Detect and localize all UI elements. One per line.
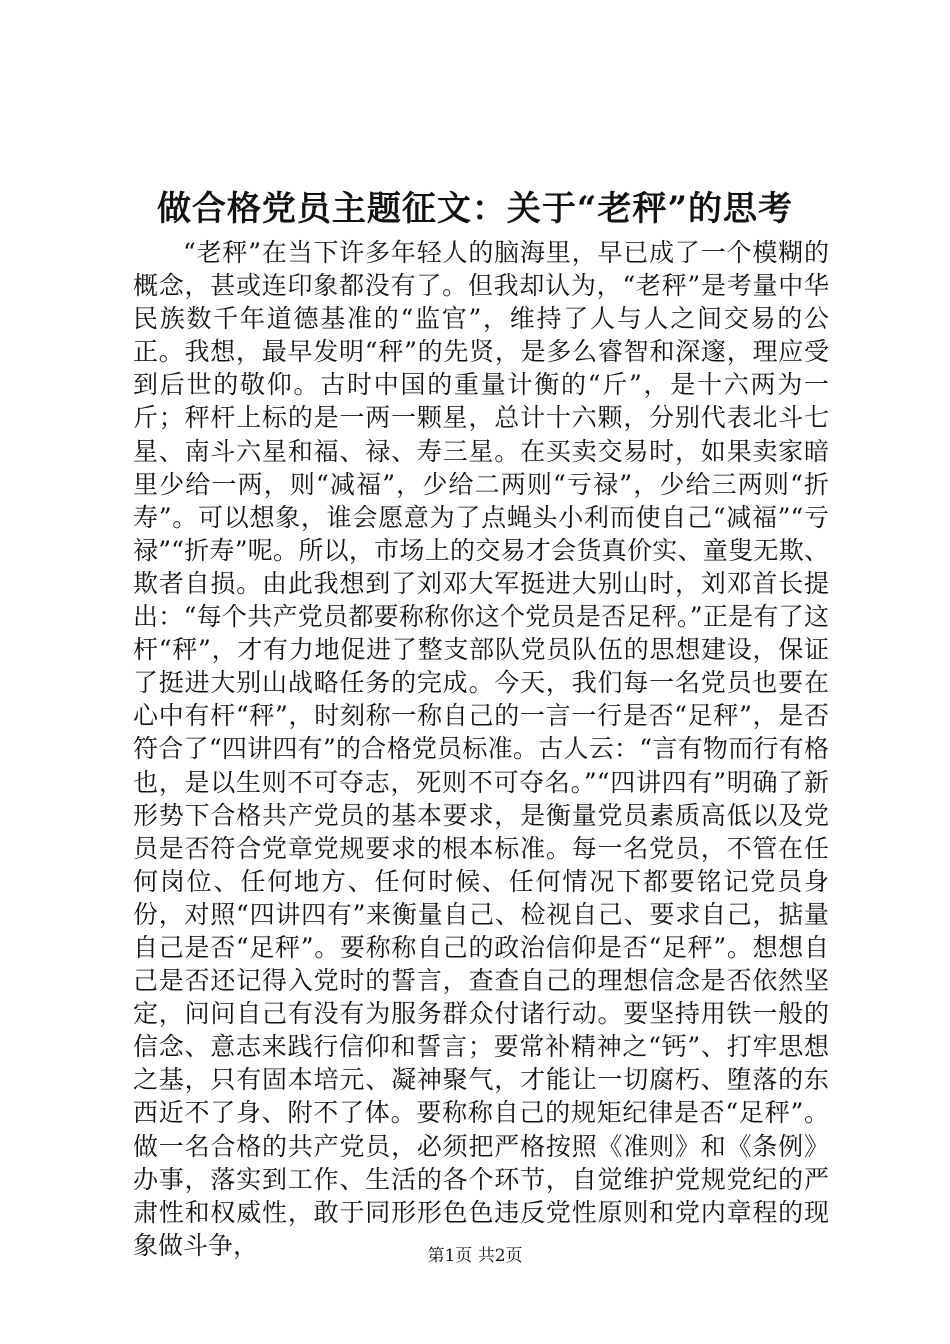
document-body bbox=[133, 236, 829, 1262]
page-number-indicator: 第1页 共2页 bbox=[427, 1246, 523, 1266]
body-paragraph: “老秤”在当下许多年轻人的脑海里，早已成了一个模糊的概念，甚或连印象都没有了。但我却认为，“老秤”是考量中华民族数千年道德基准的“监官”，维持了人与人之间交易的公正。我想，最早发明“秤”的先贤，是多么睿智和深邃，理应受到后世的敬仰。古时中国的重量计衡的“斤”，是十六两为一斤；秤杆上标的是一两一颗星，总计十六颗，分别代表北斗七星、南斗六星和福、禄、寿三星。在买卖交易时，如果卖家暗里少给一两，则“减福”，少给二两则“亏禄”，少给三两则“折寿”。可以想象，谁会愿意为了点蝇头小利而使自己“减福”“亏禄”“折寿”呢。所以，市场上的交易才会货真价实、童叟无欺、欺者自损。由此我想到了刘邓大军挺进大别山时，刘邓首长提出：“每个共产党员都要称称你这个党员是否足秤。”正是有了这杆“秤”，才有力地促进了整支部队党员队伍的思想建设，保证了挺进大别山战略任务的完成。今天，我们每一名党员也要在心中有杆“秤”，时刻称一称自己的一言一行是否“足秤”，是否符合了“四讲四有”的合格党员标准。古人云：“言有物而行有格也，是以生则不可夺志，死则不可夺名。”“四讲四有”明确了新形势下合格共产党员的基本要求，是衡量党员素质高低以及党员是否符合党章党规要求的根本标准。每一名党员，不管在任何岗位、任何地方、任何时候、任何情况下都要铭记党员身份，对照“四讲四有”来衡量自己、检视自己、要求自己，掂量自己是否“足秤”。要称称自己的政治信仰是否“足秤”。想想自己是否还记得入党时的誓言，查查自己的理想信念是否依然坚定，问问自己有没有为服务群众付诸行动。要坚持用铁一般的信念、意志来践行信仰和誓言；要常补精神之“钙”、打牢思想之基，只有固本培元、凝神聚气，才能让一切腐朽、堕落的东西近不了身、附不了体。要称称自己的规矩纪律是否“足秤”。做一名合格的共产党员，必须把严格按照《准则》和《条例》办事，落实到工作、生活的各个环节，自觉维护党规党纪的严肃性和权威性，敢于同形形色色违反党性原则和党内章程的现象做斗争， bbox=[133, 238, 829, 1260]
page-footer bbox=[0, 1244, 950, 1268]
document-title: 做合格党员主题征文：关于“老秤”的思考 bbox=[156, 189, 794, 229]
